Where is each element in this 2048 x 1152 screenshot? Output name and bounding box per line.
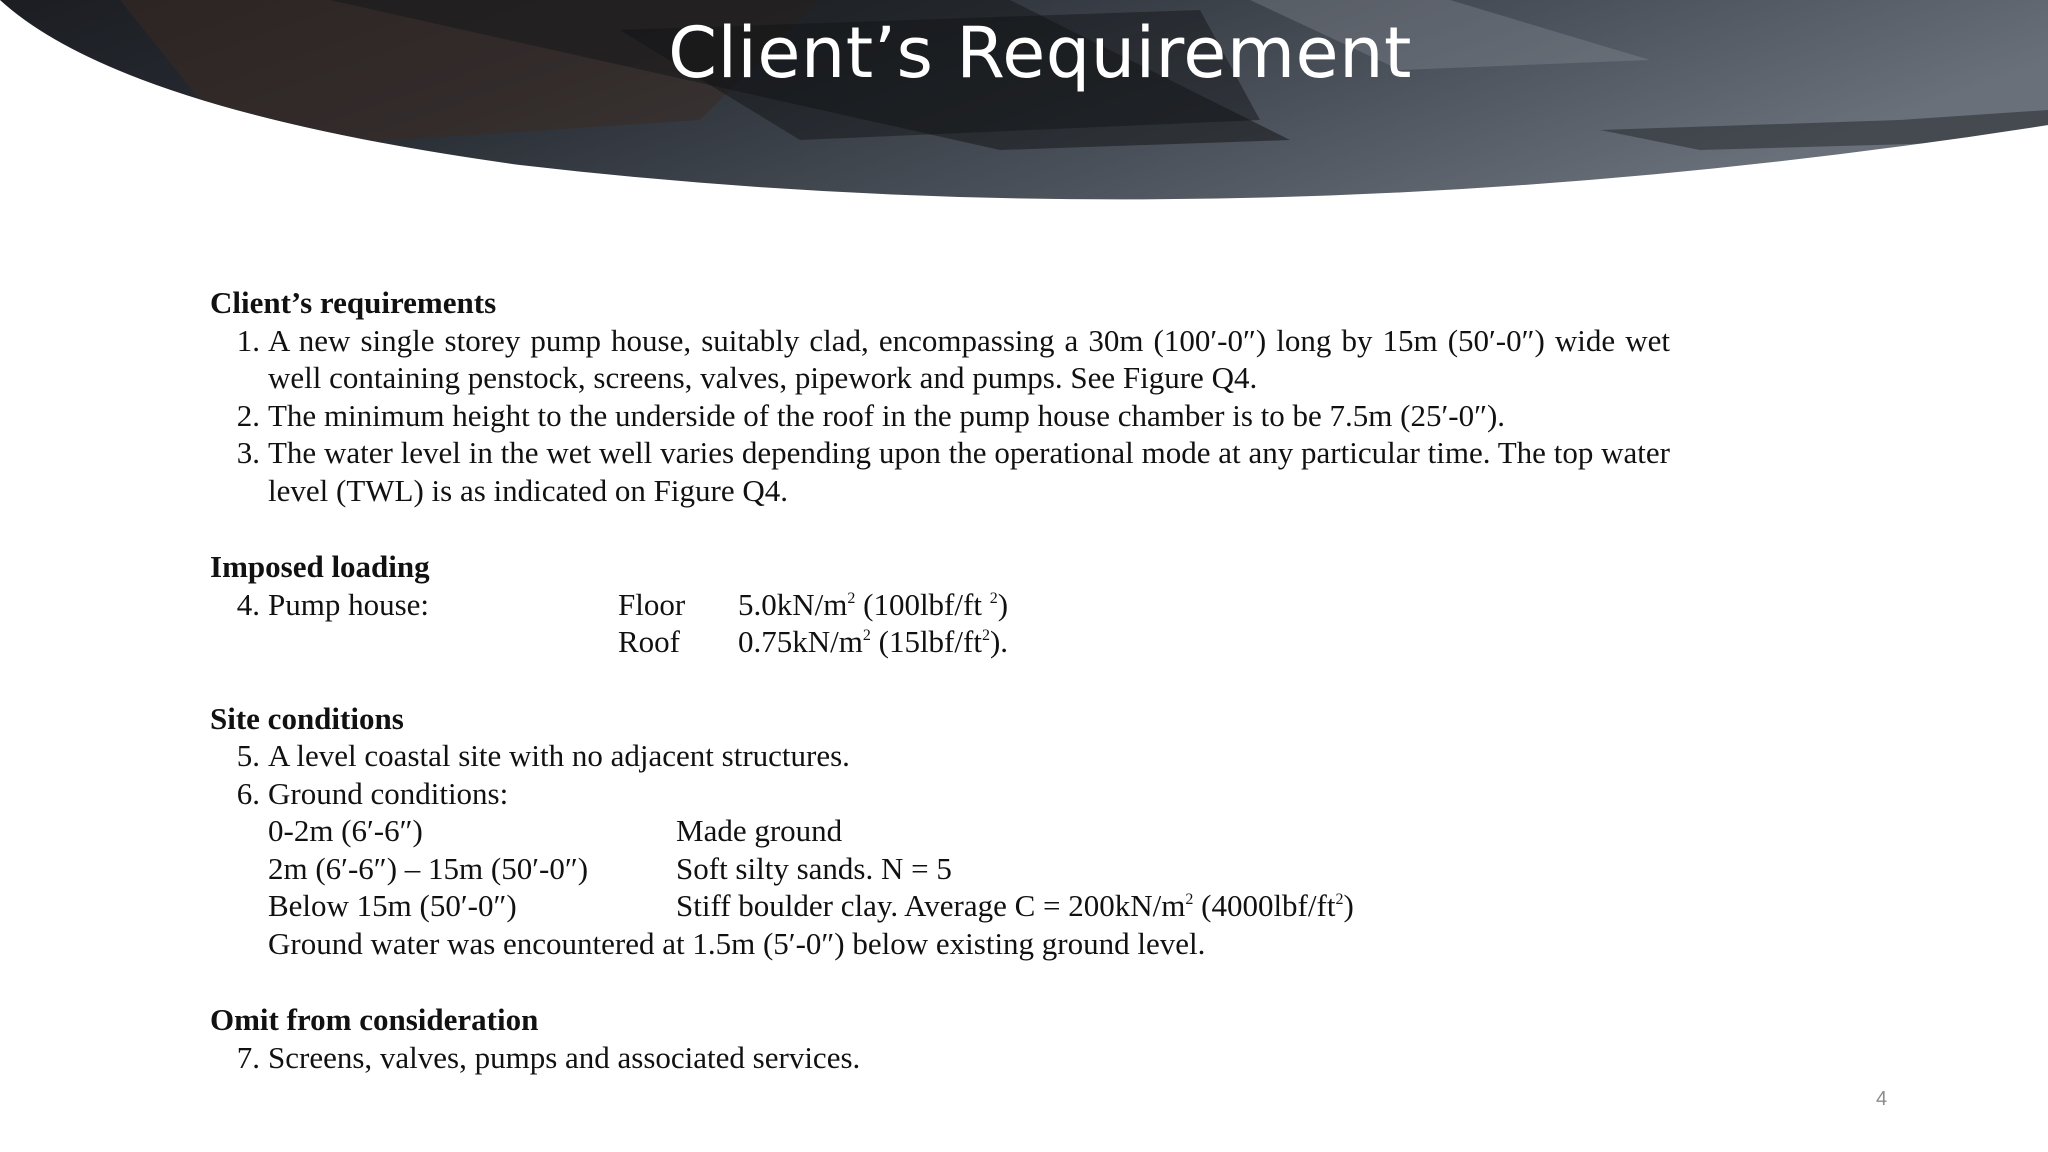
- roof-load-value: $0.75kN/m^2$ $(15lbf/ft^2)$.: [738, 624, 1009, 659]
- item-text: A level coastal site with no adjacent structures.: [268, 738, 850, 773]
- item-number: 7.: [236, 1039, 260, 1075]
- item-text: A new single storey pump house, suitably clad, encompassing a 30m (100′-0″) long by 15m (50′-0″) wide wet well containing penstock, screens, valves, pipework and pumps. See Figure Q4.: [268, 322, 1670, 395]
- ground-depth: 2m (6′-6″) – 15m (50′-0″): [268, 850, 589, 886]
- floor-load-value: $5.0kN/m^2$ (100lbf/ft $^2$): [738, 586, 1009, 622]
- item-text: Screens, valves, pumps and associated services.: [268, 1039, 861, 1075]
- ground-description: Soft silty sands. N = 5: [676, 850, 952, 886]
- ground-condition-row: [210, 850, 1670, 888]
- slide-title: Client’s Requirement: [668, 12, 1412, 94]
- item-text: Ground conditions:: [268, 775, 509, 811]
- item-number: 3.: [236, 435, 260, 470]
- header-banner: [0, 0, 2048, 215]
- requirements-list: [210, 322, 1670, 510]
- ground-depth: 0-2m (6′-6″): [268, 813, 423, 848]
- ground-description: Stiff boulder clay. Average $C = 200kN/m^2$ $(4000lbf/ft^2)$: [676, 888, 1354, 923]
- page-number: 4: [1876, 1088, 1888, 1110]
- item-number: 5.: [236, 738, 260, 773]
- site-conditions-heading: Site conditions: [210, 700, 404, 736]
- list-item: [210, 737, 1670, 775]
- list-item: [210, 434, 1670, 509]
- item-text: The water level in the wet well varies depending upon the operational mode at any particular time. The top water level (TWL) is as indicated on Figure Q4.: [268, 435, 1670, 508]
- imposed-loading-heading: Imposed loading: [210, 549, 430, 584]
- list-item: [210, 775, 1670, 813]
- item-number: 4.: [236, 586, 260, 622]
- floor-load-row: [210, 586, 1670, 624]
- ground-water-note: Ground water was encountered at 1.5m (5′-0″) below existing ground level.: [268, 925, 1206, 961]
- item-text: The minimum height to the underside of the roof in the pump house chamber is to be 7.5m (25′-0″).: [268, 397, 1506, 433]
- floor-label: Floor: [618, 586, 686, 622]
- item-number: 1.: [236, 322, 260, 358]
- omit-heading: Omit from consideration: [210, 1002, 539, 1037]
- pump-house-label: Pump house:: [268, 586, 430, 622]
- roof-load-row: [210, 623, 1670, 661]
- item-number: 2.: [236, 397, 260, 433]
- list-item: [210, 397, 1670, 435]
- ground-condition-row: [210, 887, 1670, 925]
- clients-requirements-heading: Client’s requirements: [210, 285, 497, 320]
- ground-description: Made ground: [676, 813, 843, 848]
- document-content: [210, 284, 1670, 1076]
- list-item: [210, 1039, 1670, 1077]
- list-item: [210, 322, 1670, 397]
- item-number: 6.: [236, 775, 260, 811]
- roof-label: Roof: [618, 624, 680, 659]
- ground-depth: Below 15m (50′-0″): [268, 888, 517, 923]
- ground-condition-row: [210, 812, 1670, 850]
